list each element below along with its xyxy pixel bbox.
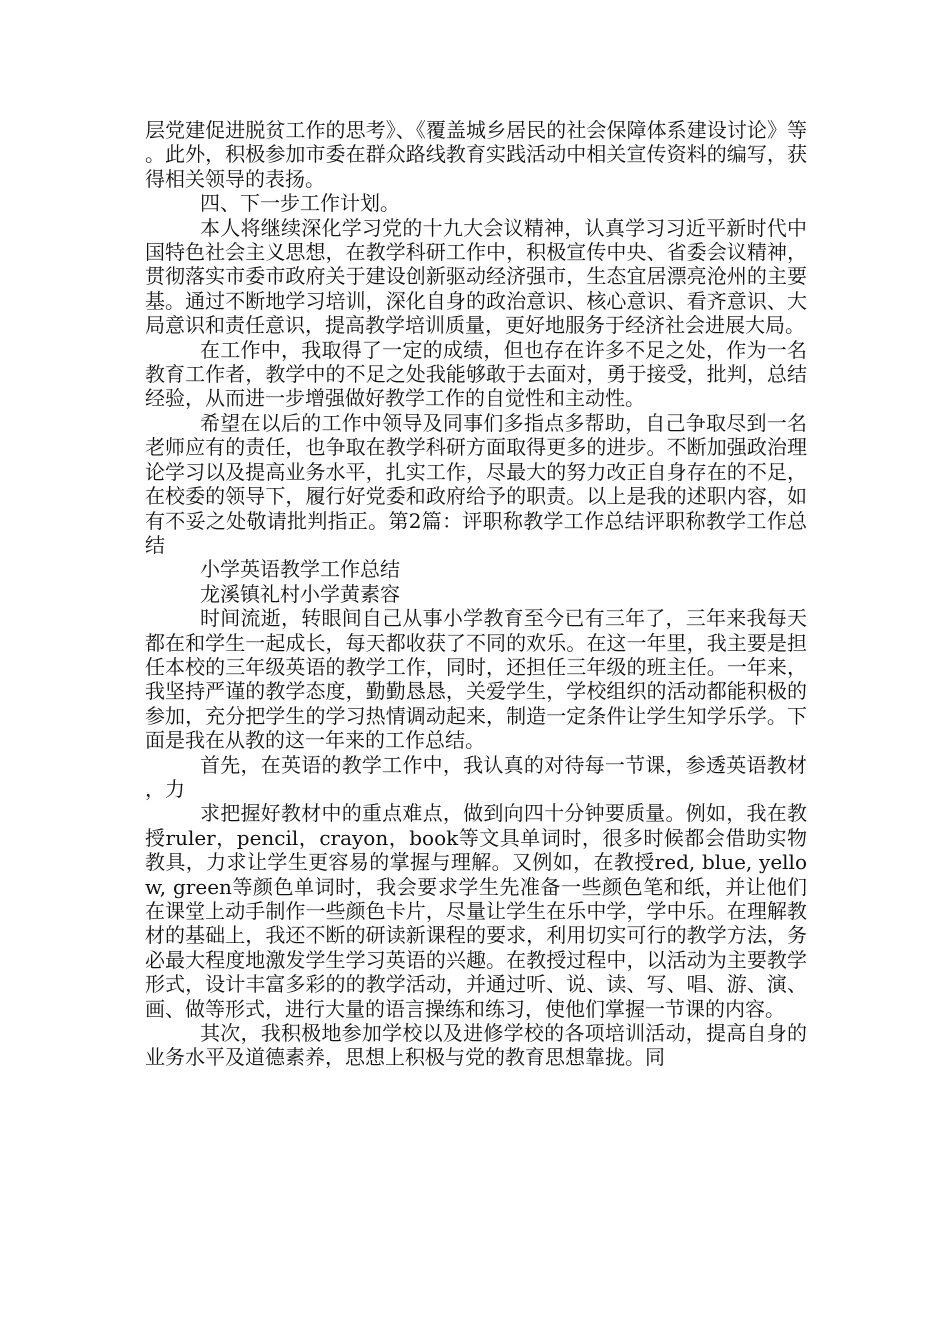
paragraph-hope: 希望在以后的工作中领导及同事们多指点多帮助，自己争取尽到一名老师应有的责任，也争取在教学科研方面取得更多的进步。不断加强政治理论学习以及提高业务水平，扎实工作，尽最大的努力改正自身存在的不足，在校委的领导下，履行好党委和政府给予的职责。以上是我的述职内容，如有不妥之处敬请批判指正。第2篇：评职称教学工作总结评职称教学工作总结 <box>145 410 807 557</box>
paragraph-first: 首先，在英语的教学工作中，我认真的对待每一节课，参透英语教材，力 <box>145 752 807 801</box>
author-line: 龙溪镇礼村小学黄素容 <box>200 581 400 606</box>
paragraph-continuation: 层党建促进脱贫工作的思考》、《覆盖城乡居民的社会保障体系建设讨论》等。此外，积极参加市委在群众路线教育实践活动中相关宣传资料的编写，获得相关领导的表扬。 <box>145 118 807 191</box>
paragraph-achievements: 在工作中，我取得了一定的成绩，但也存在许多不足之处，作为一名教育工作者，教学中的不足之处我能够敢于去面对，勇于接受，批判，总结经验，从而进一步增强做好教学工作的自觉性和主动性。 <box>145 337 807 411</box>
paragraph-intro: 时间流逝，转眼间自己从事小学教育至今已有三年了，三年来我每天都在和学生一起成长，每天都收获了不同的欢乐。在这一年里，我主要是担任本校的三年级英语的教学工作，同时，还担任三年级的班主任。一年来，我坚持严谨的教学态度，勤勤恳恳，关爱学生，学校组织的活动都能积极的参加，充分把学生的学习热情调动起来，制造一定条件让学生知学乐学。下面是我在从教的这一年来的工作总结。 <box>145 606 807 753</box>
paragraph-plan: 本人将继续深化学习党的十九大会议精神，认真学习习近平新时代中国特色社会主义思想，在教学科研工作中，积极宣传中央、省委会议精神，贯彻落实市委市政府关于建设创新驱动经济强市，生态宜居漂亮沧州的主要基。通过不断地学习培训，深化自身的政治意识、核心意识、看齐意识、大局意识和责任意识，提高教学培训质量，更好地服务于经济社会进展大局。 <box>145 215 807 338</box>
paragraph-second: 其次，我积极地参加学校以及进修学校的各项培训活动，提高自身的业务水平及道德素养，思想上积极与党的教育思想靠拢。同 <box>145 1021 807 1070</box>
document-body <box>145 118 807 1070</box>
paragraph-teaching-methods: 求把握好教材中的重点难点，做到向四十分钟要质量。例如，我在教授ruler，pencil，crayon，book等文具单词时，很多时候都会借助实物教具，力求让学生更容易的掌握与理解。又例如，在教授red, blue, yellow, green等颜色单词时，我会要求学生先准备一些颜色笔和纸，并让他们在课堂上动手制作一些颜色卡片，尽量让学生在乐中学，学中乐。在理解教材的基础上，我还不断的研读新课程的要求，利用切实可行的教学方法，务必最大程度地激发学生学习英语的兴趣。在教授过程中，以活动为主要教学形式，设计丰富多彩的的教学活动，并通过听、说、读、写、唱、游、演、画、做等形式，进行大量的语言操练和练习，使他们掌握一节课的内容。 <box>145 801 807 1021</box>
section-heading-next-plan: 四、下一步工作计划。 <box>200 191 400 216</box>
subtitle-summary: 小学英语教学工作总结 <box>200 557 400 582</box>
